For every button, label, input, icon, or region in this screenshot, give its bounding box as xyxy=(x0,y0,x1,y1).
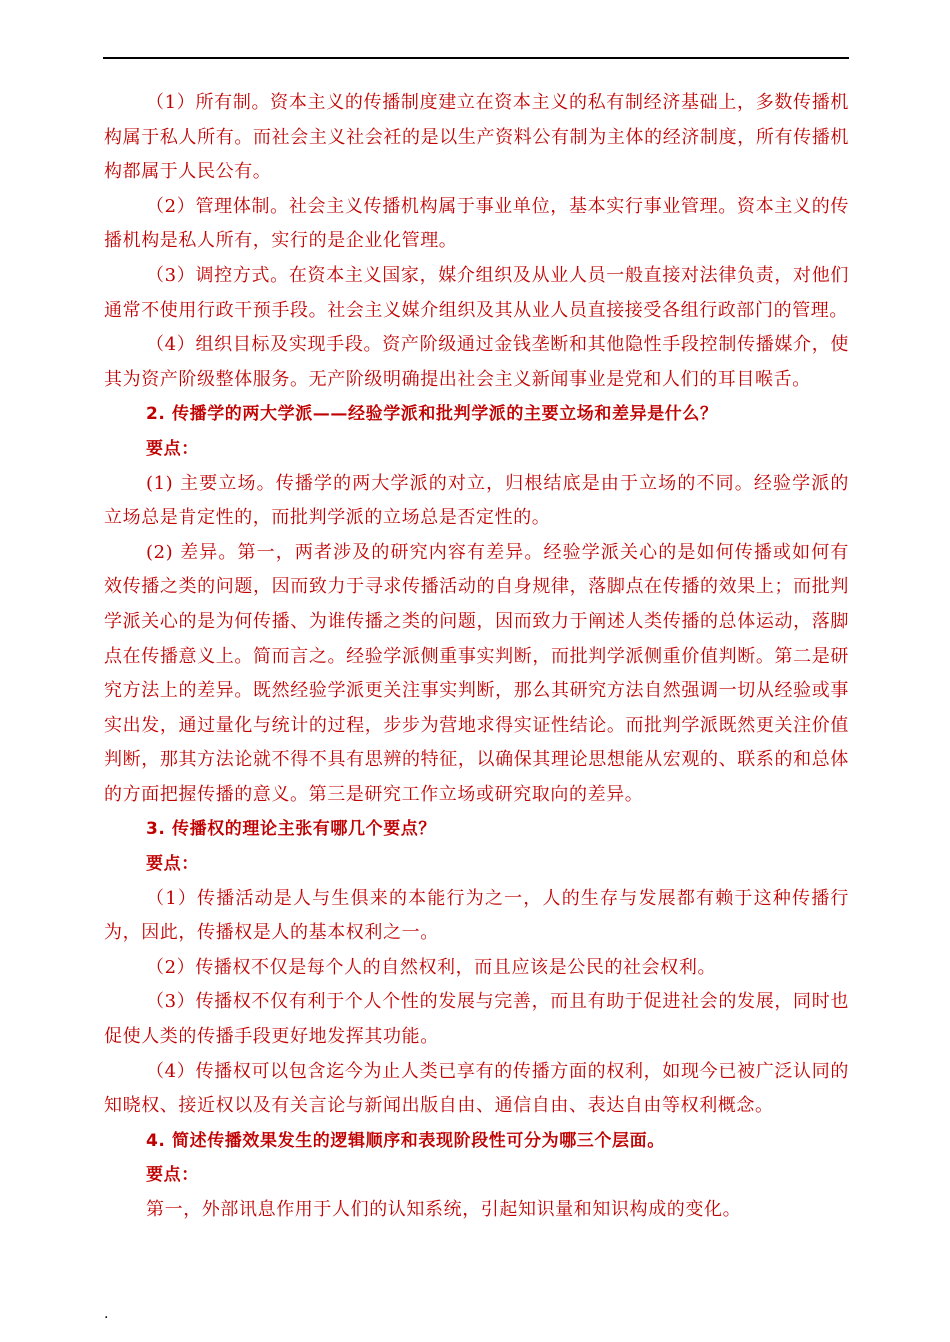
question-2-heading: 2. 传播学的两大学派——经验学派和批判学派的主要立场和差异是什么？ xyxy=(146,404,718,425)
paragraph-differences: (2) 差异。第一，两者涉及的研究内容有差异。经验学派关心的是如何传播或如何有效传播之类的问题，因而致力于寻求传播活动的自身规律，落脚点在传播的效果上；而批判学派关心的是为何传播、为谁传播之类的问题，因而致力于阐述人类传播的总体运动，落脚点在传播意义上。简而言之。经验学派侧重事实判断，而批判学派侧重价值判断。第二是研究方法上的差异。既然经验学派更关注事实判断，那么其研究方法自然强调一切从经验或事实出发，通过量化与统计的过程，步步为营地求得实证性结论。而批判学派既然更关注价值判断，那其方法论就不得不具有思辨的特征，以确保其理论思想能从宏观的、联系的和总体的方面把握传播的意义。第三是研究工作立场或研究取向的差异。 xyxy=(104,541,849,805)
key-points-label: 要点： xyxy=(146,854,199,875)
paragraph-right-3: （3）传播权不仅有利于个人个性的发展与完善，而且有助于促进社会的发展，同时也促使人类的传播手段更好地发挥其功能。 xyxy=(104,991,849,1048)
paragraph-right-4: （4）传播权可以包含迄今为止人类已享有的传播方面的权利，如现今已被广泛认同的知晓权、接近权以及有关言论与新闻出版自由、通信自由、表达自由等权利概念。 xyxy=(104,1060,849,1117)
paragraph-ownership: （1）所有制。资本主义的传播制度建立在资本主义的私有制经济基础上，多数传播机构属于私人所有。而社会主义社会衽的是以生产资料公有制为主体的经济制度，所有传播机构都属于人民公有。 xyxy=(104,92,849,183)
question-4-heading: 4. 简述传播效果发生的逻辑顺序和表现阶段性可分为哪三个层面。 xyxy=(146,1130,665,1151)
paragraph-effect-first: 第一，外部讯息作用于人们的认知系统，引起知识量和知识构成的变化。 xyxy=(146,1199,742,1220)
paragraph-main-stance: (1) 主要立场。传播学的两大学派的对立，归根结底是由于立场的不同。经验学派的立场总是肯定性的，而批判学派的立场总是否定性的。 xyxy=(104,472,849,529)
footer-dot: . xyxy=(104,1306,109,1322)
paragraph-regulation: （3）调控方式。在资本主义国家，媒介组织及从业人员一般直接对法律负责，对他们通常不使用行政干预手段。社会主义媒介组织及其从业人员直接接受各组行政部门的管理。 xyxy=(104,264,849,321)
paragraph-management: （2）管理体制。社会主义传播机构属于事业单位，基本实行事业管理。资本主义的传播机构是私人所有，实行的是企业化管理。 xyxy=(104,195,849,252)
document-body xyxy=(104,86,849,1228)
key-points-label: 要点： xyxy=(146,1165,199,1186)
paragraph-goals: （4）组织目标及实现手段。资产阶级通过金钱垄断和其他隐性手段控制传播媒介，使其为资产阶级整体服务。无产阶级明确提出社会主义新闻事业是党和人们的耳目喉舌。 xyxy=(104,334,849,390)
key-points-label: 要点： xyxy=(146,438,199,459)
paragraph-right-2: （2）传播权不仅是每个人的自然权利，而且应该是公民的社会权利。 xyxy=(146,956,717,978)
header-rule xyxy=(103,57,849,59)
paragraph-right-1: （1）传播活动是人与生俱来的本能行为之一，人的生存与发展都有赖于这种传播行为，因此，传播权是人的基本权利之一。 xyxy=(104,887,849,944)
question-3-heading: 3. 传播权的理论主张有哪几个要点？ xyxy=(146,819,437,840)
